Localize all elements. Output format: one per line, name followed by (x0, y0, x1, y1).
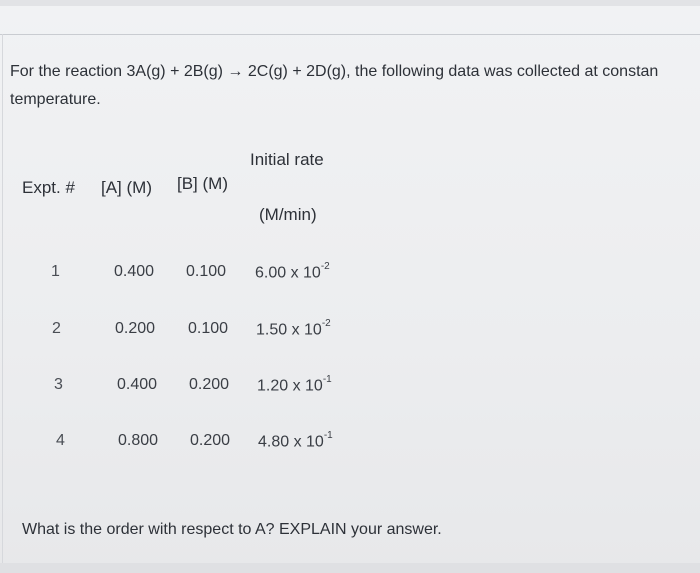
row-4-b: 0.200 (190, 432, 231, 449)
header-b: [B] (M) (177, 174, 228, 193)
row-2-expt: 2 (52, 320, 61, 337)
row-2-rate-mantissa: 1.50 x 10 (256, 321, 322, 339)
question-line-2: temperature. (10, 91, 101, 108)
row-3-rate-mantissa: 1.20 x 10 (257, 377, 323, 395)
row-4-rate-mantissa: 4.80 x 10 (258, 433, 324, 451)
row-2-b: 0.100 (188, 320, 229, 337)
follow-up-question: What is the order with respect to A? EXPLAIN your answer. (22, 521, 442, 538)
row-4-expt: 4 (56, 432, 65, 449)
row-3-rate (257, 376, 332, 395)
row-4-a: 0.800 (118, 432, 159, 449)
row-1-rate-exponent: -2 (320, 261, 330, 272)
top-edge (0, 0, 700, 6)
row-1-rate-mantissa: 6.00 x 10 (255, 264, 321, 282)
row-4-rate-exponent: -1 (323, 430, 333, 441)
header-rate-line2: (M/min) (259, 205, 317, 224)
row-4-rate (258, 432, 333, 451)
row-3-rate-exponent: -1 (322, 374, 332, 385)
question-line-1: For the reaction 3A(g) + 2B(g) → 2C(g) + 2D(g), the following data was collected at constan (10, 63, 659, 80)
row-3-b: 0.200 (189, 376, 230, 393)
panel-left-border (2, 34, 3, 573)
question-text (10, 58, 700, 114)
row-2-rate (256, 320, 331, 339)
row-1-a: 0.400 (114, 263, 155, 280)
row-1-rate (255, 263, 330, 282)
row-3-a: 0.400 (117, 376, 158, 393)
row-2-rate-exponent: -2 (321, 318, 331, 329)
header-expt: Expt. # (22, 178, 75, 197)
row-1-b: 0.100 (186, 263, 227, 280)
bottom-edge (0, 563, 700, 573)
row-1-expt: 1 (51, 263, 60, 280)
header-rate-line1: Initial rate (250, 150, 324, 169)
panel-border (0, 34, 700, 35)
row-2-a: 0.200 (115, 320, 156, 337)
row-3-expt: 3 (54, 376, 63, 393)
header-a: [A] (M) (101, 178, 152, 197)
